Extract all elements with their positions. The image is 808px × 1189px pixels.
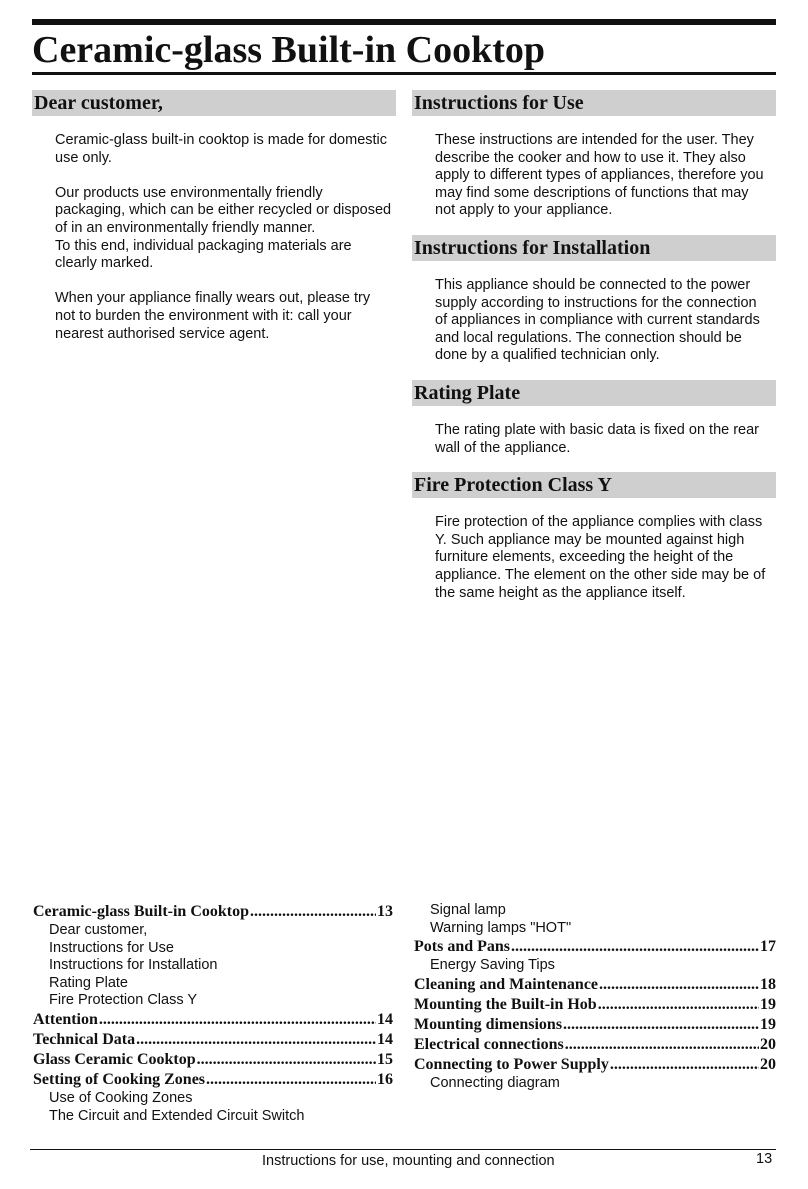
toc-entry-page: 13 — [377, 903, 393, 920]
toc-subentry[interactable]: Dear customer, — [49, 922, 148, 938]
toc-entry-label: Attention — [33, 1010, 98, 1028]
toc-entry-label: Cleaning and Maintenance — [414, 975, 599, 993]
toc-entry[interactable] — [33, 1070, 393, 1090]
section-body — [412, 498, 776, 602]
paragraph: When your appliance finally wears out, please try not to burden the environment with it: call your nearest authorised service agent. — [55, 290, 371, 342]
toc-entry-label: Mounting dimensions — [414, 1015, 563, 1033]
right-column — [412, 90, 776, 602]
toc-entry[interactable] — [33, 1050, 393, 1070]
toc-leader-dots — [565, 1035, 759, 1055]
toc-subentry[interactable]: Energy Saving Tips — [430, 957, 555, 974]
paragraph: Ceramic-glass built-in cooktop is made for domestic use only. — [55, 132, 388, 166]
toc-entry-page: 18 — [760, 975, 776, 993]
paragraph: Fire protection of the appliance complies with class Y. Such appliance may be mounted against high furniture elements, exceeding the height of the appliance. The element on the other side may be of the same height as the appliance itself. — [435, 514, 766, 601]
footer-text: Instructions for use, mounting and connection — [262, 1153, 555, 1169]
section-body — [412, 116, 776, 220]
section-instructions-for-installation — [412, 235, 776, 365]
toc-subentry[interactable]: Use of Cooking Zones — [49, 1089, 193, 1106]
toc-entry[interactable] — [414, 1035, 776, 1055]
section-heading: Rating Plate — [412, 380, 776, 406]
toc-entry-page: 14 — [377, 1010, 393, 1028]
toc-entry[interactable] — [414, 1015, 776, 1035]
toc-entry-label: Electrical connections — [414, 1035, 564, 1053]
toc-leader-dots — [598, 995, 759, 1015]
toc-entry-label: Mounting the Built-in Hob — [414, 995, 597, 1013]
toc-entry-page: 19 — [760, 995, 776, 1013]
toc-leader-dots — [206, 1070, 376, 1090]
section-rating-plate — [412, 380, 776, 457]
toc-entry[interactable] — [414, 1055, 776, 1075]
toc-entry-page: 14 — [377, 1030, 393, 1048]
page-number: 13 — [756, 1151, 773, 1167]
toc-entry-page: 16 — [377, 1070, 393, 1088]
title-rule — [32, 72, 776, 75]
paragraph: The rating plate with basic data is fixed on the rear wall of the appliance. — [435, 421, 760, 456]
page-title: Ceramic-glass Built-in Cooktop — [32, 29, 545, 71]
toc-entry-page: 15 — [377, 1050, 393, 1068]
section-dear-customer — [32, 90, 396, 343]
footer-rule — [30, 1149, 776, 1150]
toc-entry-label: Setting of Cooking Zones — [33, 1070, 206, 1088]
toc-subentry[interactable]: Fire Protection Class Y — [49, 992, 198, 1009]
paragraph: This appliance should be connected to the power supply according to instructions for the connection of appliances in compliance with current standards and local regulations. The connection should be done by a qualified technician only. — [435, 276, 760, 364]
toc-leader-dots — [610, 1055, 759, 1075]
toc-subentry[interactable]: Signal lamp — [430, 902, 506, 918]
toc-entry-page: 17 — [760, 938, 776, 956]
toc-leader-dots — [136, 1030, 376, 1050]
paragraph: These instructions are intended for the user. They describe the cooker and how to use it. They also apply to different types of appliances, therefore you may find some descriptions of functions that may not apply to your appliance. — [435, 132, 764, 219]
toc-entry-page: 20 — [760, 1035, 776, 1053]
toc-leader-dots — [563, 1015, 759, 1035]
toc-leader-dots — [197, 1050, 376, 1070]
toc-leader-dots — [599, 975, 759, 995]
toc-subentry[interactable]: Instructions for Installation — [49, 957, 218, 974]
section-heading: Instructions for Installation — [412, 235, 776, 261]
toc-entry[interactable] — [33, 1010, 393, 1030]
section-body — [412, 406, 776, 457]
toc-entry-label: Glass Ceramic Cooktop — [33, 1050, 196, 1068]
toc-entry[interactable] — [33, 902, 393, 922]
toc-entry[interactable] — [414, 975, 776, 995]
section-body — [412, 261, 776, 365]
toc-entry[interactable] — [414, 995, 776, 1015]
toc-entry-page: 20 — [760, 1055, 776, 1073]
section-body — [32, 116, 396, 343]
toc-subentry[interactable]: Warning lamps "HOT" — [430, 919, 572, 936]
toc-leader-dots — [99, 1010, 376, 1030]
toc-left-column — [33, 902, 393, 1125]
toc-right-column — [414, 902, 776, 1092]
toc-subentry[interactable]: Rating Plate — [49, 974, 128, 991]
section-heading: Fire Protection Class Y — [412, 472, 776, 498]
section-fire-protection — [412, 472, 776, 602]
toc-subentry[interactable]: Connecting diagram — [430, 1074, 560, 1091]
toc-subentry[interactable]: The Circuit and Extended Circuit Switch — [49, 1107, 305, 1124]
toc-leader-dots — [511, 937, 759, 957]
section-heading: Dear customer, — [32, 90, 396, 116]
top-rule — [32, 19, 776, 25]
toc-subentry[interactable]: Instructions for Use — [49, 939, 174, 956]
toc-entry-page: 19 — [760, 1015, 776, 1033]
left-column — [32, 90, 396, 343]
toc-entry-label: Connecting to Power Supply — [414, 1055, 609, 1073]
paragraph: Our products use environmentally friendly packaging, which can be either recycled or disposed of in an environmentally friendly manner. To this end, individual packaging materials are clearly marked. — [55, 184, 392, 272]
toc-entry-label: Ceramic-glass Built-in Cooktop — [33, 903, 249, 920]
toc-entry[interactable] — [33, 1030, 393, 1050]
toc-entry[interactable] — [414, 937, 776, 957]
section-heading: Instructions for Use — [412, 90, 776, 116]
toc-leader-dots — [250, 902, 376, 922]
toc-entry-label: Pots and Pans — [414, 938, 511, 956]
section-instructions-for-use — [412, 90, 776, 220]
toc-entry-label: Technical Data — [33, 1030, 136, 1048]
